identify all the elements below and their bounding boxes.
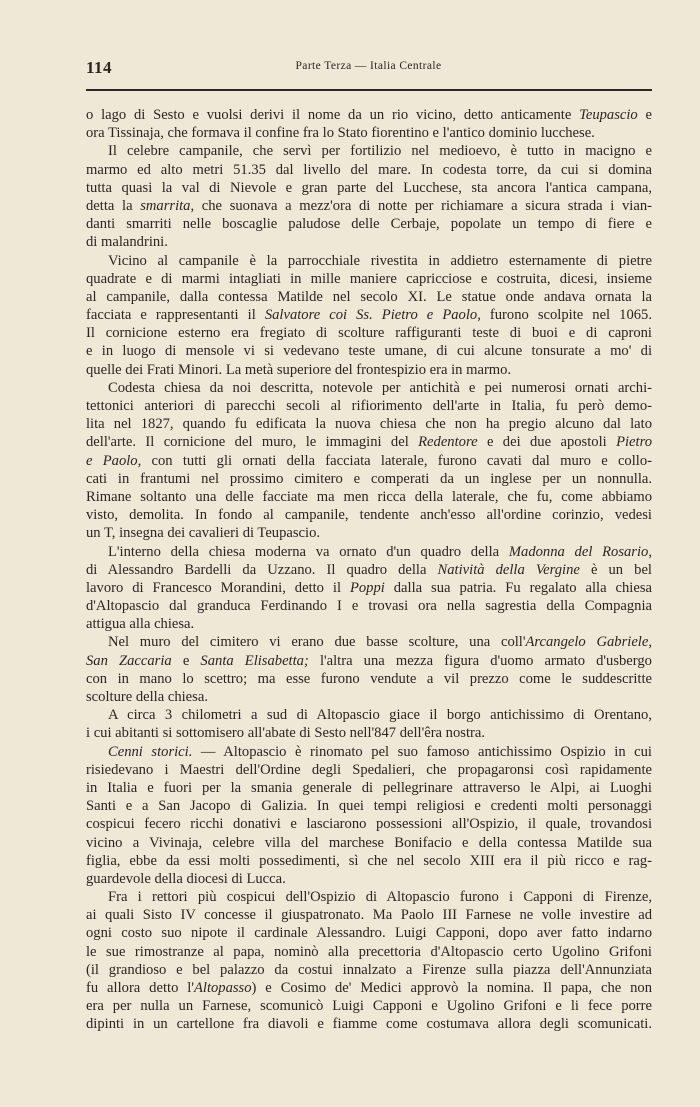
text-line <box>86 233 652 251</box>
text-segment: quadrate e di marmi intagliati in mille maniere capricciose e costruita, dicesi, insieme <box>86 270 652 287</box>
text-line <box>86 743 652 761</box>
text-segment: marmo ed alto metri 51.35 dal livello del mare. In codesta torre, da cui si domina <box>86 161 652 178</box>
text-line <box>86 161 652 179</box>
text-segment: e in luogo di mensole vi si vedevano teste umane, di cui alcune tonsurate a mo' di <box>86 343 652 360</box>
text-segment: è un bel <box>579 561 652 578</box>
text-segment: con in mano lo scettro; ma esse furono vendute a vil prezzo come le suddescritte <box>86 670 652 687</box>
italic-text-segment: smarrita <box>140 197 191 214</box>
text-segment: le sue rimostranze al papa, nominò alla precettoria d'Altopascio certo Ugolino Grifoni <box>86 943 652 960</box>
text-line <box>86 506 652 524</box>
italic-text-segment: Natività della Vergine <box>437 561 580 578</box>
text-segment: al campanile, dalla contessa Matilde nel secolo XI. Le statue onde andava ornata la <box>86 288 652 305</box>
text-line <box>86 834 652 852</box>
text-line <box>86 943 652 961</box>
text-line <box>86 106 652 124</box>
paragraph <box>86 706 652 742</box>
text-line <box>86 452 652 470</box>
text-segment: , <box>648 543 652 560</box>
text-line <box>86 852 652 870</box>
text-line <box>86 524 652 542</box>
text-line <box>86 415 652 433</box>
text-segment: fu allora detto l' <box>86 980 194 996</box>
body-text <box>86 106 652 1034</box>
paragraph <box>86 743 652 889</box>
text-segment: ora Tissinaja, che formava il confine fra lo Stato fiorentino e l'antico dominio lucchese. <box>86 125 595 142</box>
text-segment: Il celebre campanile, che servì per fortilizio nel medioevo, è tutto in macigno e <box>108 143 652 160</box>
text-line <box>86 597 652 615</box>
paragraph <box>86 379 652 543</box>
text-segment: Fra i rettori più cospicui dell'Ospizio di Altopascio furono i Capponi di Firenze, <box>108 889 652 906</box>
text-line <box>86 724 652 742</box>
text-segment: d'Altopascio dal granduca Ferdinando I e trovasi ora nella sagrestia della Compagnia <box>86 598 652 615</box>
text-segment: (il grandioso e bel palazzo da costui innalzato a Firenze sulla piazza dell'Annunziata <box>86 961 652 978</box>
text-line <box>86 470 652 488</box>
text-line <box>86 652 652 670</box>
text-line <box>86 924 652 942</box>
text-line <box>86 688 652 706</box>
text-segment: Codesta chiesa da noi descritta, notevole per antichità e pei numerosi ornati archi- <box>108 379 652 396</box>
paragraph <box>86 106 652 142</box>
text-segment: vicino a Vivinaja, celebre villa del marchese Bonifacio e della contessa Matilde sua <box>86 834 652 851</box>
text-segment: Nel muro del cimitero vi erano due basse scolture, una coll' <box>108 634 526 651</box>
paragraph <box>86 633 652 706</box>
text-segment: scolture della chiesa. <box>86 689 208 705</box>
paragraph <box>86 142 652 251</box>
text-segment: dalla sua patria. Fu regalato alla chiesa <box>384 579 652 596</box>
text-segment: cati in frantumi nel prossimo cimitero e comperati da un inglese per un nonnulla. <box>86 470 652 487</box>
text-line <box>86 543 652 561</box>
text-line <box>86 379 652 397</box>
italic-text-segment: Cenni storici. <box>108 743 193 760</box>
text-segment: e dei due apostoli <box>477 434 617 451</box>
text-line <box>86 706 652 724</box>
text-line <box>86 215 652 233</box>
text-line <box>86 761 652 779</box>
text-segment: ai quali Sisto IV concesse il giuspatronato. Ma Paolo III Farnese ne volle investire ad <box>86 907 652 924</box>
text-line <box>86 270 652 288</box>
text-segment: lita nel 1827, quando fu edificata la nuova chiesa che non ha pregio alcuno dal lato <box>86 416 652 433</box>
paragraph <box>86 888 652 1034</box>
text-segment: dell'arte. Il cornicione del muro, le immagini del <box>86 434 419 451</box>
text-line <box>86 342 652 360</box>
text-segment: Vicino al campanile è la parrocchiale rivestita in addietro esternamente di pietre <box>108 252 652 269</box>
italic-text-segment: Salvatore coi Ss. Pietro e Paolo <box>264 307 478 324</box>
text-segment: o lago di Sesto e vuolsi derivi il nome da un rio vicino, detto anticamente <box>86 107 580 123</box>
text-segment: facciata e rappresentanti il <box>86 307 265 324</box>
text-line <box>86 870 652 888</box>
text-segment: cospicui fecero ricchi donativi e lasciarono possessioni all'Ospizio, il quale, trovandosi <box>86 816 652 833</box>
text-line <box>86 615 652 633</box>
text-segment: tettonici anteriori di parecchi secoli al rifiorimento dell'arte in Italia, fu però demo- <box>86 398 652 414</box>
text-segment: danti smarriti nelle boscaglie paludose delle Cerbaje, popolate un tempo di fiere e <box>86 216 652 233</box>
text-line <box>86 433 652 451</box>
running-head: Parte Terza — Italia Centrale <box>295 60 442 72</box>
text-line <box>86 361 652 379</box>
text-line <box>86 670 652 688</box>
paragraph <box>86 543 652 634</box>
text-segment: in Italia e fuori per la smania generale di pellegrinare attraverso le Alpi, ai Luoghi <box>86 779 652 796</box>
text-segment: era per nulla un Farnese, scomunicò Luigi Capponi e Ugolino Grifoni e li fece porre <box>86 998 652 1015</box>
text-segment: risiedevano i Maestri dell'Ordine degli Spedalieri, che propagaronsi così rapidamente <box>86 761 652 778</box>
paragraph <box>86 252 652 379</box>
text-line <box>86 397 652 415</box>
text-segment: , furono scolpite nel 1065. <box>477 307 652 324</box>
italic-text-segment: Altopasso <box>193 980 252 996</box>
italic-text-segment: Madonna del Rosario <box>508 543 649 560</box>
italic-text-segment: Pietro <box>616 434 652 451</box>
text-segment: , che suonava a mezz'ora di notte per richiamare a sicura strada i vian- <box>190 197 652 214</box>
italic-text-segment: Arcangelo Gabriele <box>525 634 649 651</box>
text-line <box>86 1015 652 1033</box>
text-segment: lavoro di Francesco Morandini, detto il <box>86 579 350 596</box>
text-segment: detta la <box>86 197 141 214</box>
text-line <box>86 306 652 324</box>
text-segment: , <box>648 634 652 651</box>
italic-text-segment: San Zaccaria <box>86 652 172 669</box>
italic-text-segment: Teupascio <box>579 107 638 123</box>
text-line <box>86 142 652 160</box>
italic-text-segment: e Paolo <box>86 452 138 469</box>
text-segment: di Alessandro Bardelli da Uzzano. Il quadro della <box>86 561 438 578</box>
text-segment: quelle dei Frati Minori. La metà superiore del frontespizio era in marmo. <box>86 361 512 378</box>
text-line <box>86 324 652 342</box>
text-segment: dipinti in un cartellone fra diavoli e fiamme come costumava allora degli scomunicati. <box>86 1016 652 1033</box>
text-segment: Santi e a San Jacopo di Galizia. In quei tempi religiosi e credenti molti personaggi <box>86 798 652 815</box>
header-rule <box>86 89 652 91</box>
text-segment: L'interno della chiesa moderna va ornato d'un quadro della <box>108 543 509 560</box>
text-line <box>86 815 652 833</box>
text-segment: , con tutti gli ornati della facciata laterale, furono cavati dal muro e collo- <box>137 452 652 469</box>
text-segment: di malandrini. <box>86 234 168 251</box>
text-segment: guardevole della diocesi di Lucca. <box>86 870 286 887</box>
text-segment: l'altra una mezza figura d'uomo armato d'usbergo <box>308 652 652 669</box>
text-line <box>86 779 652 797</box>
text-segment: A circa 3 chilometri a sud di Altopascio giace il borgo antichissimo di Orentano, <box>108 707 652 724</box>
text-segment: e <box>637 107 652 123</box>
text-line <box>86 488 652 506</box>
text-segment: figlia, ebbe da essi molti possedimenti, sì che nel secolo XIII era il più ricco e rag- <box>86 852 652 869</box>
text-line <box>86 997 652 1015</box>
text-segment: attigua alla chiesa. <box>86 616 195 633</box>
text-line <box>86 579 652 597</box>
text-line <box>86 288 652 306</box>
text-line <box>86 979 652 997</box>
text-segment: tutta quasi la val di Nievole e gran parte del Lucchese, sta ancora l'antica campana, <box>86 179 652 196</box>
text-segment: ) e Cosimo de' Medici approvò la nomina. Il papa, che non <box>251 980 653 996</box>
text-line <box>86 961 652 979</box>
text-line <box>86 797 652 815</box>
text-line <box>86 888 652 906</box>
text-line <box>86 561 652 579</box>
text-segment: i cui abitanti si sottomisero all'abate di Sesto nell'847 dell'êra nostra. <box>86 725 485 742</box>
italic-text-segment: Poppi <box>349 579 385 596</box>
text-line <box>86 179 652 197</box>
text-segment: Il cornicione esterno era fregiato di scolture raffiguranti teste di buoi e di caproni <box>86 325 652 342</box>
text-line <box>86 124 652 142</box>
italic-text-segment: Redentore <box>418 434 478 451</box>
text-line <box>86 252 652 270</box>
text-segment: e <box>171 652 201 669</box>
text-segment: un T, insegna dei cavalieri di Teupascio. <box>86 525 321 542</box>
text-line <box>86 906 652 924</box>
text-line <box>86 197 652 215</box>
text-line <box>86 633 652 651</box>
italic-text-segment: Santa Elisabetta; <box>200 652 309 669</box>
text-segment: Rimane soltanto una delle facciate ma men ricca della laterale, che fu, come abbiamo <box>86 488 652 505</box>
text-segment: ogni costo suo nipote il cardinale Alessandro. Luigi Capponi, dopo aver fatto indarno <box>86 925 652 942</box>
text-segment: — Altopascio è rinomato pel suo famoso antichissimo Ospizio in cui <box>192 743 652 760</box>
text-segment: visto, demolita. In fondo al campanile, tendente anch'esso all'ordine corinzio, vedesi <box>86 507 652 524</box>
page-number: 114 <box>86 58 113 77</box>
